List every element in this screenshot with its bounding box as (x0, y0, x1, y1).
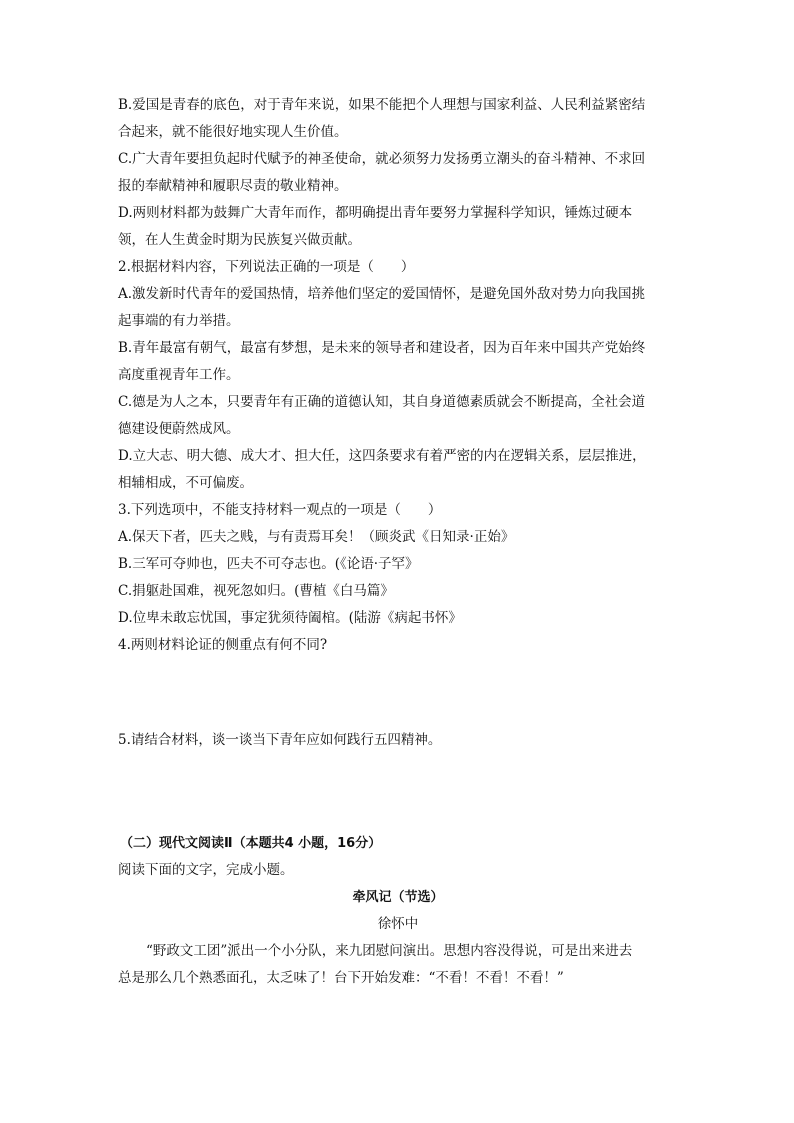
q5-stem: 5.请结合材料，谈一谈当下青年应如何践行五四精神。 (118, 732, 442, 748)
q2-option-b-line2: 高度重视青年工作。 (118, 367, 240, 383)
q1-option-b-line1: B.爱国是青春的底色，对于青年来说，如果不能把个人理想与国家利益、人民利益紧密结 (118, 97, 646, 113)
article-title: 牵风记（节选） (352, 890, 444, 905)
article-paragraph-line1: “野政文工团”派出一个小分队，来九团慰问演出。思想内容没得说，可是出来进去 (146, 943, 633, 959)
q1-option-d-line1: D.两则材料都为鼓舞广大青年而作，都明确提出青年要努力掌握科学知识，锤炼过硬本 (118, 205, 633, 221)
section-instruction: 阅读下面的文字，完成小题。 (118, 862, 294, 878)
document-page (118, 92, 678, 992)
answer-space-q4 (118, 659, 678, 727)
q2-stem: 2.根据材料内容，下列说法正确的一项是（ ） (118, 259, 415, 275)
q2-option-a-line1: A.激发新时代青年的爱国热情，培养他们坚定的爱国情怀，是避免国外敌对势力向我国挑 (118, 286, 646, 302)
q3-option-d: D.位卑未敢忘忧国，事定犹须待阖棺。(陆游《病起书怀》 (118, 610, 462, 626)
q2-option-a-line2: 起事端的有力举措。 (118, 313, 240, 329)
q2-option-d-line2: 相辅相成，不可偏废。 (118, 475, 253, 491)
q4-stem: 4.两则材料论证的侧重点有何不同? (118, 637, 328, 653)
answer-space-q5 (118, 754, 678, 830)
q2-option-c-line1: C.德是为人之本，只要青年有正确的道德认知，其自身道德素质就会不断提高，全社会道 (118, 394, 646, 410)
q3-stem: 3.下列选项中，不能支持材料一观点的一项是（ ） (118, 502, 442, 518)
q1-option-b-line2: 合起来，就不能很好地实现人生价值。 (118, 124, 348, 140)
q2-option-c-line2: 德建设便蔚然成风。 (118, 421, 240, 437)
q1-option-d-line2: 领，在人生黄金时期为民族复兴做贡献。 (118, 232, 361, 248)
q2-option-d-line1: D.立大志、明大德、成大才、担大任，这四条要求有着严密的内在逻辑关系，层层推进， (118, 448, 646, 464)
article-author: 徐怀中 (377, 916, 419, 932)
q1-option-c-line2: 报的奉献精神和履职尽责的敬业精神。 (118, 178, 348, 194)
q3-option-b: B.三军可夺帅也，匹夫不可夺志也。(《论语·子罕》 (118, 556, 419, 572)
q3-option-c: C.捐躯赴国难，视死忽如归。(曹植《白马篇》 (118, 583, 394, 599)
section-heading: （二）现代文阅读Ⅱ（本题共4 小题，16分） (120, 836, 382, 851)
article-paragraph-line2: 总是那么几个熟悉面孔，太乏味了！台下开始发难：“不看！不看！不看！” (118, 970, 564, 986)
q3-option-a: A.保天下者，匹夫之贱，与有责焉耳矣！（顾炎武《日知录·正始》 (118, 529, 515, 545)
q1-option-c-line1: C.广大青年要担负起时代赋予的神圣使命，就必须努力发扬勇立潮头的奋斗精神、不求回 (118, 151, 646, 167)
q2-option-b-line1: B.青年最富有朝气，最富有梦想，是未来的领导者和建设者，因为百年来中国共产党始终 (118, 340, 646, 356)
